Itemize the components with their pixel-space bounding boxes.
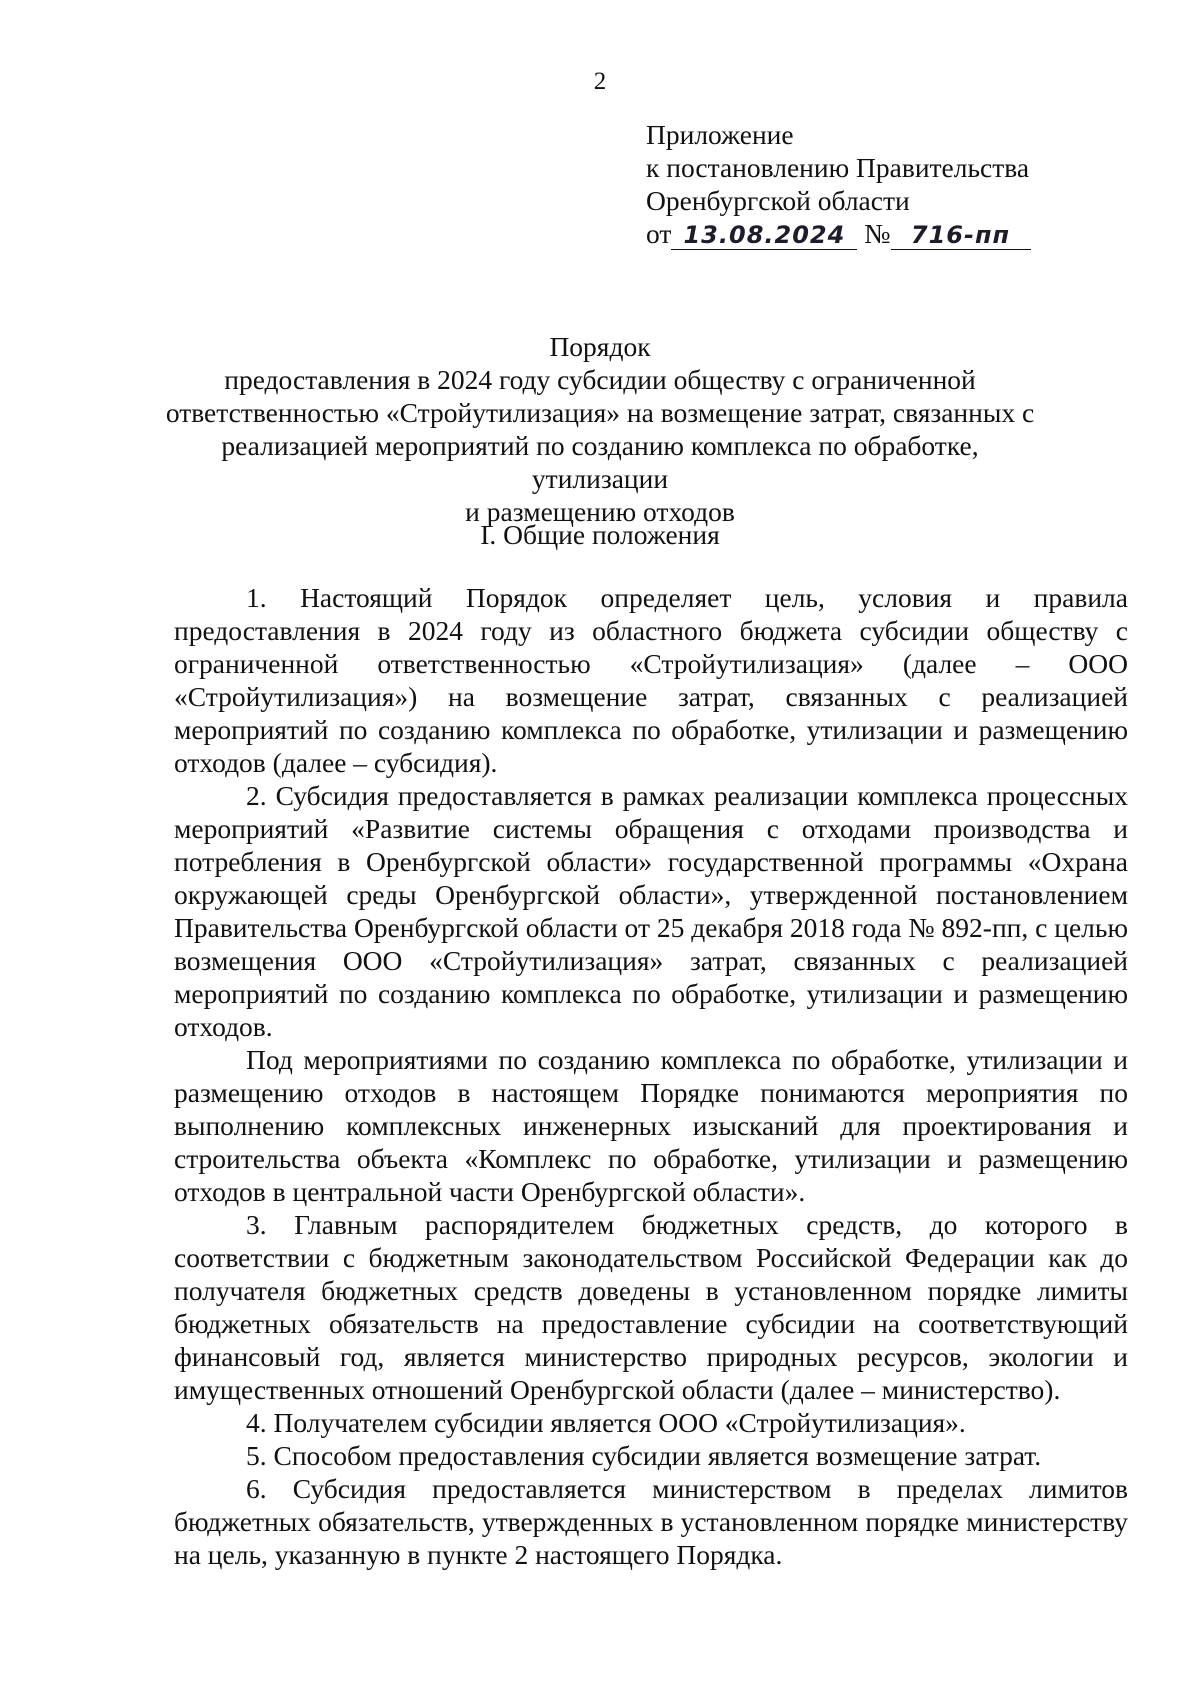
title-line-1: Порядок — [549, 331, 651, 362]
paragraph-1: 1. Настоящий Порядок определяет цель, условия и правила предоставления в 2024 году из областного бюджета субсидии обществу с ограниченной ответственностью «Стройутилизация» (далее – ООО «Стройутилизация») на возмещение затрат, связанных с реализацией мероприятий по созданию комплекса по обработке, утилизации и размещению отходов (далее – субсидия). — [174, 582, 1128, 778]
page-number: 2 — [593, 68, 607, 95]
paragraph-4: 4. Получателем субсидии является ООО «Стройутилизация». — [246, 1407, 966, 1438]
document-title — [150, 330, 1050, 528]
title-line-3: ответственностью «Стройутилизация» на возмещение затрат, связанных с — [165, 397, 1035, 428]
paragraph-5: 5. Способом предоставления субсидии является возмещение затрат. — [246, 1440, 1042, 1471]
handwritten-date: 13.08.2024 — [671, 221, 857, 250]
section-heading: I. Общие положения — [480, 519, 720, 550]
appendix-region-line: Оренбургской области — [646, 185, 910, 216]
appendix-title: Приложение — [646, 119, 794, 150]
handwritten-number: 716-пп — [891, 221, 1031, 250]
appendix-reference-line: к постановлению Правительства — [646, 152, 1030, 183]
paragraph-2: 2. Субсидия предоставляется в рамках реализации комплекса процессных мероприятий «Развитие системы обращения с отходами производства и потребления в Оренбургской области» государственной программы «Охрана окружающей среды Оренбургской области», утвержденной постановлением Правительства Оренбургской области от 25 декабря 2018 года № 892-пп, с целью возмещения ООО «Стройутилизация» затрат, связанных с реализацией мероприятий по созданию комплекса по обработке, утилизации и размещению отходов. — [174, 780, 1128, 1042]
paragraph-2-continuation: Под мероприятиями по созданию комплекса по обработке, утилизации и размещению отходов в настоящем Порядке понимаются мероприятия по выполнению комплексных инженерных изысканий для проектирования и строительства объекта «Комплекс по обработке, утилизации и размещению отходов в центральной части Оренбургской области». — [174, 1044, 1128, 1207]
title-line-4: реализацией мероприятий по созданию комплекса по обработке, утилизации — [221, 430, 979, 494]
title-line-2: предоставления в 2024 году субсидии обществу с ограниченной — [224, 364, 976, 395]
appendix-header — [646, 118, 1031, 250]
document-body — [174, 581, 1128, 1571]
date-prefix: от — [646, 218, 672, 249]
paragraph-3: 3. Главным распорядителем бюджетных средств, до которого в соответствии с бюджетным законодательством Российской Федерации как до получателя бюджетных средств доведены в установленном порядке лимиты бюджетных обязательств на предоставление субсидии на соответствующий финансовый год, является министерство природных ресурсов, экологии и имущественных отношений Оренбургской области (далее – министерство). — [174, 1209, 1128, 1405]
paragraph-6: 6. Субсидия предоставляется министерством в пределах лимитов бюджетных обязательств, утвержденных в установленном порядке министерству на цель, указанную в пункте 2 настоящего Порядка. — [174, 1473, 1128, 1570]
appendix-date-number-line — [646, 217, 1031, 250]
title-line-5: и размещению отходов — [465, 496, 735, 527]
number-prefix: № — [864, 218, 891, 249]
